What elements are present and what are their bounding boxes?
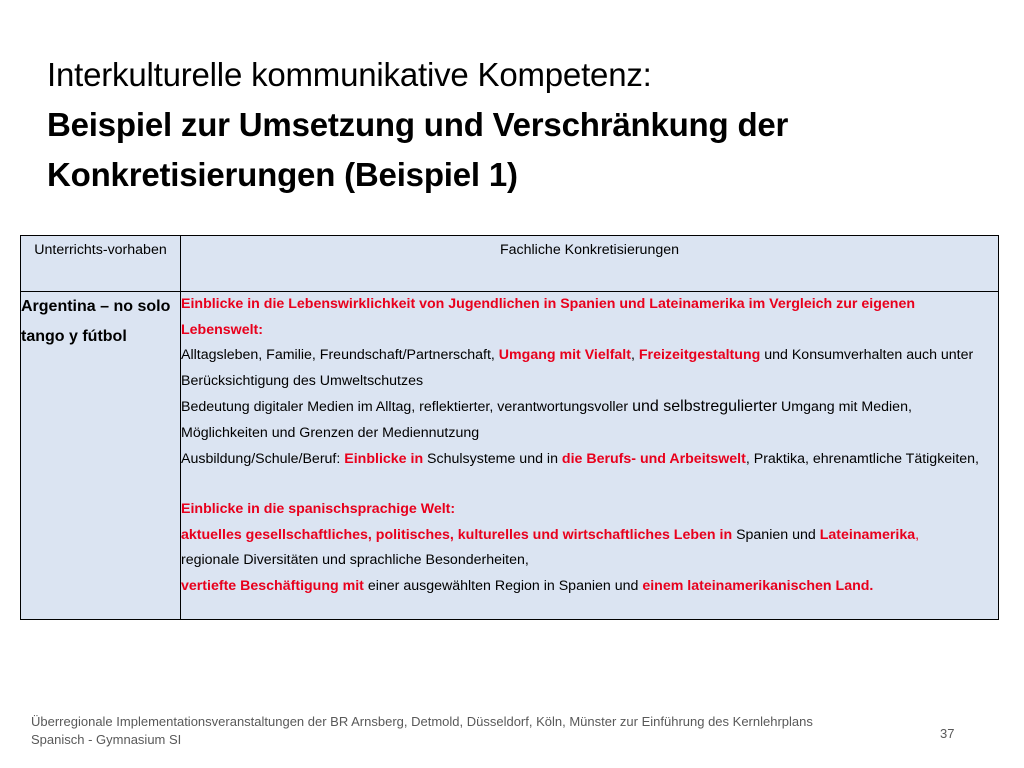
section-lebenswirklichkeit-heading: Einblicke in die Lebenswirklichkeit von Jugendlichen in Spanien und Lateinamerika im Vergleich zur eigenen Lebenswelt:: [181, 296, 916, 338]
line-digitale-medien: Bedeutung digitaler Medien im Alltag, reflektierter, verantwortungsvoller und selbstregulierter Umgang mit Medien, Möglichkeiten und Grenzen der Mediennutzung: [181, 398, 912, 441]
slide-title: [47, 50, 1007, 200]
line-ausbildung: Ausbildung/Schule/Beruf: Einblicke in Schulsysteme und in die Berufs- und Arbeitswelt, Praktika, ehrenamtliche Tätigkeiten,: [181, 450, 980, 467]
section-spanischsprachige-welt-heading: Einblicke in die spanischsprachige Welt:: [181, 501, 456, 518]
table-row: [21, 292, 999, 620]
header-unterrichtsvorhaben: Unterrichts-vorhaben: [21, 236, 181, 292]
line-aktuelles-leben: aktuelles gesellschaftliches, politisches, kulturelles und wirtschaftliches Leben in Spanien und Lateinamerika,: [181, 526, 920, 543]
details-cell: [181, 292, 999, 620]
slide-title-line1: Interkulturelle kommunikative Kompetenz:: [47, 56, 652, 93]
slide-title-line2: Beispiel zur Umsetzung und Verschränkung der Konkretisierungen (Beispiel 1): [47, 106, 789, 193]
header-fachliche-konkretisierungen: Fachliche Konkretisierungen: [181, 236, 999, 292]
line-vertiefte-beschaeftigung: vertiefte Beschäftigung mit einer ausgewählten Region in Spanien und einem lateinamerikanischen Land.: [181, 577, 874, 594]
topic-cell: Argentina – no solo tango y fútbol: [21, 292, 181, 620]
konkretisierungen-table: [20, 235, 999, 620]
line-regionale-diversitaeten: regionale Diversitäten und sprachliche Besonderheiten,: [181, 552, 529, 569]
table-header-row: [21, 236, 999, 292]
spacer: [181, 472, 998, 497]
page-number: 37: [940, 726, 955, 741]
footer-text: Überregionale Implementationsveranstaltungen der BR Arnsberg, Detmold, Düsseldorf, Köln, Münster zur Einführung des Kernlehrplans Spanisch - Gymnasium SI: [31, 714, 813, 747]
line-alltagsleben: Alltagsleben, Familie, Freundschaft/Partnerschaft, Umgang mit Vielfalt, Freizeitgestaltung und Konsumverhalten auch unter Berücksichtigung des Umweltschutzes: [181, 347, 974, 389]
